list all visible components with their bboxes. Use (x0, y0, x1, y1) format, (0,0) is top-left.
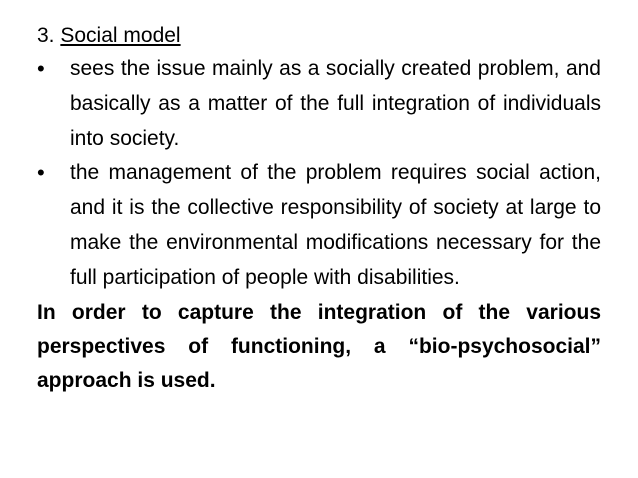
bullet-text: sees the issue mainly as a socially created problem, and basically as a matter of the full integration of individuals into society. (70, 57, 601, 150)
heading-number: 3. (37, 24, 55, 47)
bullet-dot-icon: • (37, 56, 45, 81)
heading-title: Social model (60, 24, 181, 47)
slide-body (37, 20, 601, 470)
bullet-item (37, 52, 601, 156)
bullet-text: the management of the problem requires social action, and it is the collective responsibility of society at large to make the environmental modifications necessary for the full participation of people with disabilities. (70, 161, 601, 289)
bullet-dot-icon: • (37, 160, 45, 186)
bullet-list (37, 52, 601, 296)
conclusion-text: In order to capture the integration of the various perspectives of functioning, a “bio-psychosocial” approach is used. (37, 300, 601, 393)
bullet-item (37, 156, 601, 295)
section-heading (37, 20, 601, 52)
